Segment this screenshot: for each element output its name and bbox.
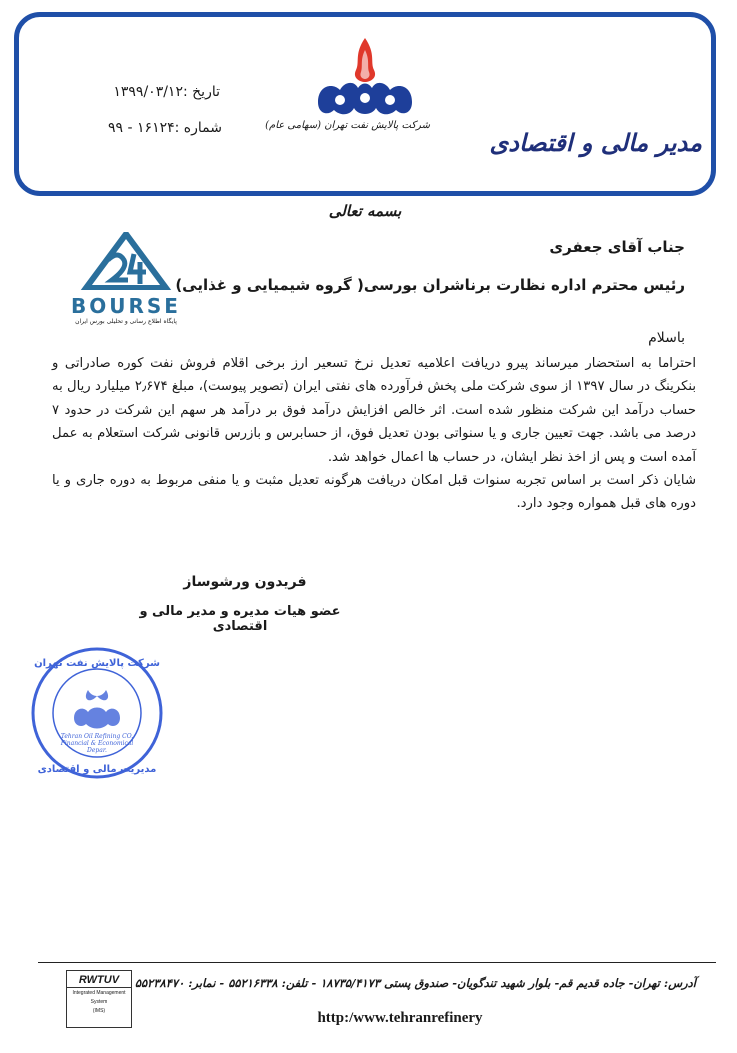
rwtuv-subtitle-1: Integrated Management [72,990,126,996]
rwtuv-title: RWTUV [67,971,131,988]
signatory-title: عضو هیات مدیره و مدیر مالی و اقتصادی [139,604,341,634]
bismillah-heading: بسمه تعالی [328,202,402,220]
footer-divider [38,962,716,963]
official-stamp [28,644,166,782]
rwtuv-subtitle-2: System [90,999,108,1005]
bourse-logo [66,232,186,325]
stamp-bottom-text: مدیریت مالی و اقتصادی [37,764,157,775]
stamp-english-line-3: Depar. [87,747,107,754]
recipient-title: رئیس محترم اداره نظارت برناشران بورسی( گروه شیمیایی و غذایی) [175,276,685,294]
body-paragraph-1: احتراما به استحضار میرساند پیرو دریافت اعلامیه تعدیل نرخ تسعیر ارز برخی اقلام فروش نفت کوره صادراتی و بنکرینگ در سال ۱۳۹۷ از سوی شرکت ملی پخش فرآورده های نفتی ایران (تصویر پیوست)، مبلغ ۲٫۶۷۴ میلیارد ریال به حساب درآمد این شرکت منظور شده است. اثر خالص افزایش درآمد فوق بر درآمد هر سهم این شرکت در حدود ۷ درصد می باشد. جهت تعیین جاری و یا سنواتی بودن تعدیل فوق، از حسابرس و بازرس قانونی شرکت استعلام به عمل آمده است و پس از اخذ نظر ایشان، در حساب ها اعمال خواهد شد. [52,356,697,465]
company-name: شرکت پالایش نفت تهران (سهامی عام) [265,120,430,131]
bourse-wordmark: BOURSE [71,294,181,318]
website-url[interactable]: http:/www.tehranrefinery [317,1010,483,1026]
recipient-name: جناب آقای جعفری [549,238,685,256]
company-logo [265,36,430,156]
greeting: باسلام [648,330,685,346]
rwtuv-subtitle-3: (IMS) [92,1008,106,1014]
signatory-name: فریدون ورشوساز [183,574,307,590]
bourse-mountain-logo-icon [66,232,186,290]
refinery-flame-logo-icon [310,36,420,118]
bourse-subtitle: پایگاه اطلاع رسانی و تحلیلی بورس ایران [75,318,177,325]
letter-body [52,352,696,516]
body-paragraph-2: شایان ذکر است بر اساس تجربه سنوات قبل امکان دریافت هرگونه تعدیل مثبت و یا منفی مربوط به دوره جاری و یا دوره های قبل همواره وجود دارد. [52,473,696,512]
footer-address: آدرس: تهران- جاده قدیم قم- بلوار شهید تندگویان- صندوق پستی ۱۸۷۳۵/۴۱۷۳ - تلفن: ۵۵۲۱۶۳۳۸ - نمابر: ۵۵۲۳۸۴۷۰ [134,976,696,990]
rwtuv-certification-badge [66,970,132,1028]
letter-number: شماره :۱۶۱۲۴ - ۹۹ [108,120,222,136]
stamp-english-line-2: Financial & Economical [60,740,134,747]
stamp-top-text: شرکت پالایش نفت تهران [34,658,160,669]
department-title: مدیر مالی و اقتصادی [489,128,702,157]
round-stamp-icon [28,644,166,782]
stamp-english-line-1: Tehran Oil Refining CO. [60,733,134,740]
letter-date: تاریخ :۱۳۹۹/۰۳/۱۲ [113,84,220,100]
